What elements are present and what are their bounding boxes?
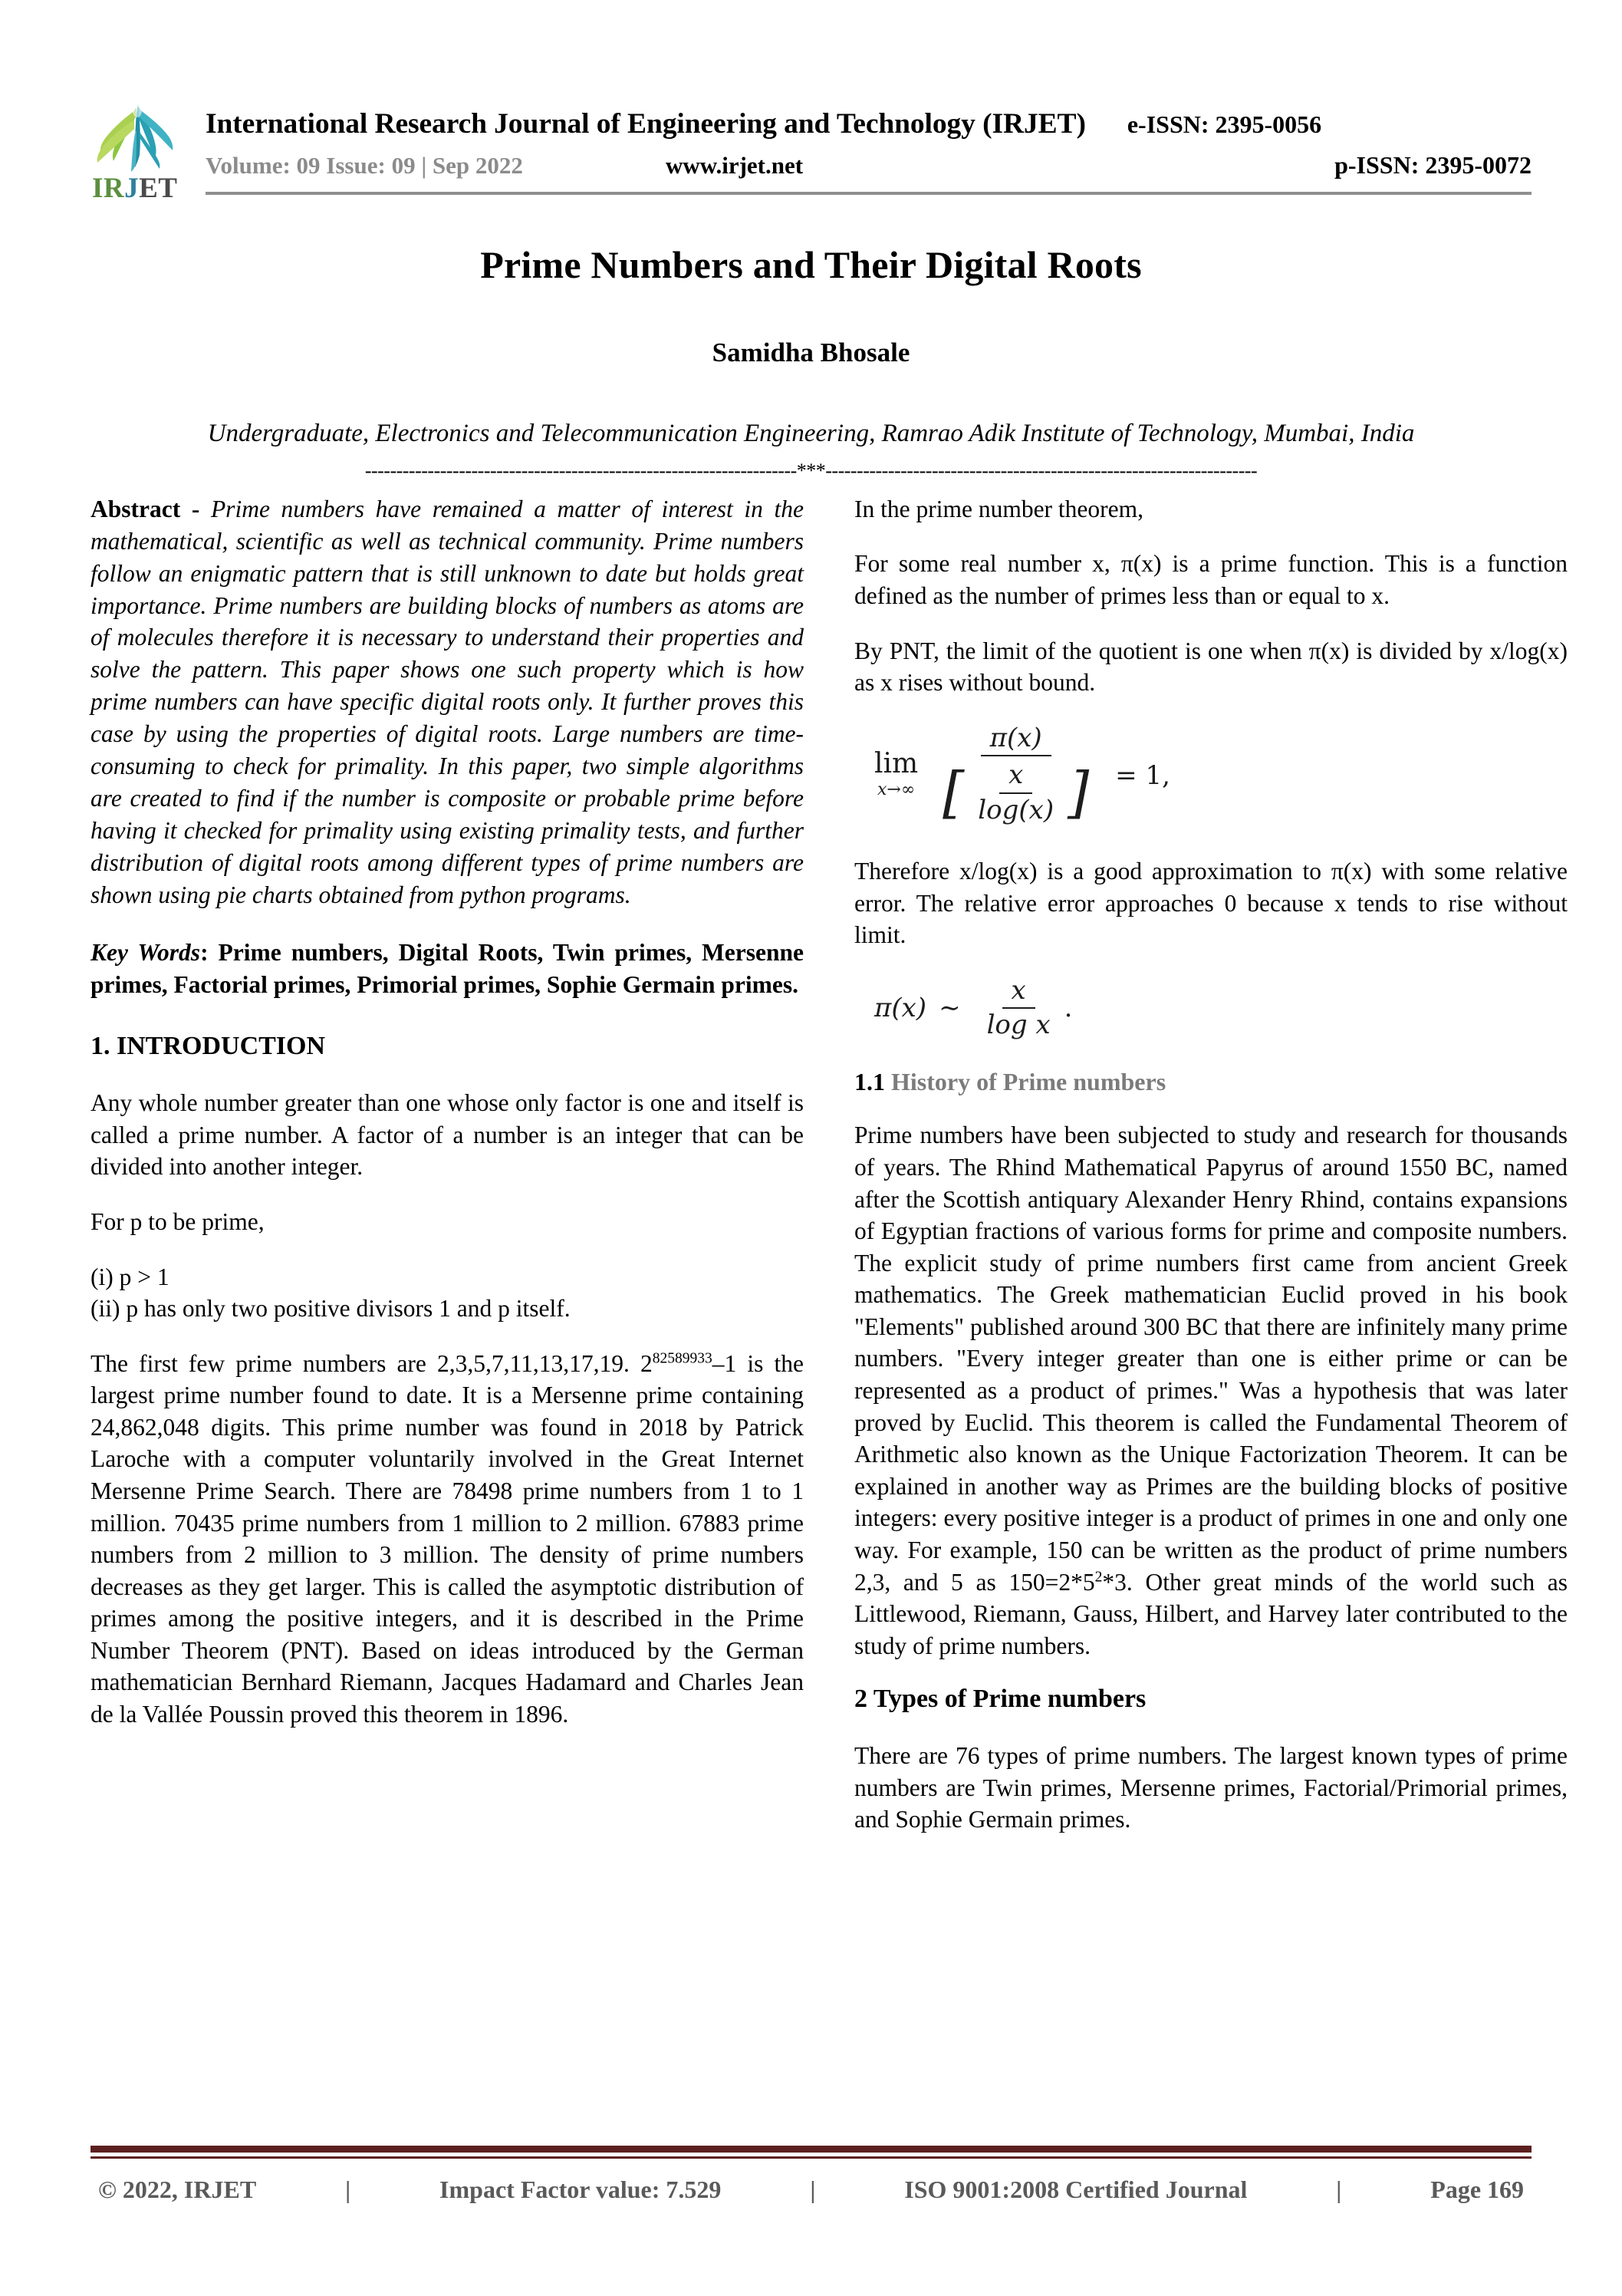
limit-subscript: x→∞	[877, 780, 916, 800]
asymptotic-expression	[874, 974, 1072, 1043]
asymptotic-relation-symbol: ∼	[939, 993, 961, 1024]
abstract-paragraph	[90, 493, 804, 911]
footer-divider-thick	[90, 2146, 1532, 2153]
limit-lim-text: lim	[874, 748, 919, 780]
separator-left-dashes: ---------------------------------------------------------------------	[364, 460, 797, 482]
paragraph-therefore-approximation: Therefore x/log(x) is a good approximation to π(x) with some relative error. The relative error approaches 0 because x tends to rise without limit.	[854, 857, 1568, 949]
paragraph-by-pnt: By PNT, the limit of the quotient is one when π(x) is divided by x/log(x) as x rises without bound.	[854, 637, 1568, 697]
abstract-label: Abstract -	[90, 495, 211, 522]
keywords-label: Key Words	[90, 939, 201, 967]
limit-operator	[874, 750, 918, 801]
inner-denominator: log(x)	[978, 794, 1054, 825]
outer-denominator	[933, 756, 1098, 829]
page-footer	[90, 2146, 1532, 2204]
section-heading-types-of-primes: 2 Types of Prime numbers	[854, 1685, 1147, 1714]
footer-copyright: © 2022, IRJET	[98, 2176, 257, 2203]
footer-impact-factor: Impact Factor value: 7.529	[439, 2176, 722, 2203]
outer-numerator: π(x)	[981, 722, 1051, 756]
footer-content-row	[90, 2176, 1532, 2204]
volume-issue-date: Volume: 09 Issue: 09 | Sep 2022	[206, 152, 523, 179]
page-header	[90, 0, 1532, 203]
paragraph-prime-definition: Any whole number greater than one whose only factor is one and itself is called a prime number. A factor of a number is an integer that can be divided into another integer.	[90, 1089, 804, 1181]
condition-ii: (ii) p has only two positive divisors 1 and p itself.	[90, 1295, 571, 1323]
abstract-text: Prime numbers have remained a matter of interest in the mathematical, scientific as well as technical community. Prime numbers follow an enigmatic pattern that is still unknown to date but holds great importance. Prime numbers are building blocks of numbers as atoms are of molecules therefore it is necessary to understand their properties and solve the pattern. This paper shows one such property which is how prime numbers can have specific digital roots only. It further proves this case by using the properties of digital roots. Large numbers are time-consuming to check for primality. In this paper, two simple algorithms are created to find if the number is composite or probable prime before having it checked for primality using existing primality tests, and further distribution of digital roots among different types of prime numbers are shown using pie charts obtained from python programs.	[90, 495, 804, 908]
journal-website: www.irjet.net	[666, 152, 804, 179]
article-columns	[90, 493, 1568, 1859]
irjet-leaf-logo-icon	[90, 103, 186, 173]
asymptotic-trailing-period: .	[1064, 993, 1073, 1024]
footer-page-number: Page 169	[1430, 2176, 1525, 2203]
subsection-title: History of Prime numbers	[885, 1068, 1166, 1096]
masthead-row-issue	[206, 151, 1532, 180]
footer-separator-2: |	[810, 2176, 816, 2203]
journal-logo	[90, 101, 192, 203]
inner-fraction	[969, 759, 1063, 827]
inner-numerator: x	[999, 759, 1032, 793]
outer-fraction	[933, 722, 1098, 829]
history-text-a: Prime numbers have been subjected to study and research for thousands of years. The Rhind Mathematical Papyrus of around 1550 BC, named after the Scottish antiquary Alexander Henry Rhind, contains expansions of Egyptian fractions of various forms for prime and composite numbers. The explicit study of prime numbers first came from ancient Greek mathematics. The Greek mathematician Euclid proved in his book "Elements" published around 300 BC that there are infinitely many prime numbers. "Every integer greater than one is either prime or can be represented as a product of primes." Was a hypothesis that was later proved by Euclid. This theorem is called the Fundamental Theorem of Arithmetic also known as the Unique Factorization Theorem. It can be explained in another way as Primes are the building blocks of positive integers: every positive integer is a product of primes in one and only one way. For example, 150 can be written as the product of prime numbers 2,3, and 5 as 150=2*5	[854, 1122, 1568, 1596]
separator-asterisks: ***	[796, 460, 826, 482]
footer-certification: ISO 9001:2008 Certified Journal	[904, 2176, 1248, 2203]
section-heading-introduction: 1. INTRODUCTION	[90, 1032, 326, 1061]
formula-asymptotic	[854, 974, 1568, 1043]
subsection-heading-history	[854, 1068, 1568, 1096]
paragraph-types-of-primes: There are 76 types of prime numbers. The largest known types of prime numbers are Twin primes, Mersenne primes, Factorial/Primorial primes, and Sophie Germain primes.	[854, 1742, 1568, 1833]
page-title: Prime Numbers and Their Digital Roots	[480, 243, 1142, 286]
masthead-text-block	[192, 101, 1532, 201]
right-column	[854, 493, 1568, 1859]
paragraph-first-few-primes	[90, 1348, 804, 1731]
logo-ir-text: IR	[92, 173, 125, 204]
mersenne-exponent: 82589933	[652, 1350, 712, 1367]
e-issn: e-ISSN: 2395-0056	[1127, 110, 1322, 138]
footer-divider-thin	[90, 2156, 1532, 2159]
limit-equals-value: = 1,	[1115, 759, 1170, 791]
separator-right-dashes: ---------------------------------------------------------------------	[825, 460, 1258, 482]
paragraph-in-pnt: In the prime number theorem,	[854, 495, 1144, 522]
limit-expression	[874, 722, 1170, 829]
bracketed-inner-fraction	[943, 759, 1089, 827]
subsection-number: 1.1	[854, 1068, 885, 1096]
keywords-paragraph	[90, 937, 804, 1001]
paragraph-history-of-primes	[854, 1119, 1568, 1662]
logo-j-text: J	[124, 173, 140, 204]
first-few-primes-text-b: –1 is the largest prime number found to date. It is a Mersenne prime containing 24,862,048 digits. This prime number was found in 2018 by Patrick Laroche with a computer voluntarily involved in the Great Internet Mersenne Prime Search. There are 78498 prime numbers from 1 to 1 million. 70435 prime numbers from 1 million to 2 million. 67883 prime numbers from 2 million to 3 million. The density of prime numbers decreases as they get larger. This is called the asymptotic distribution of primes among the positive integers, and it is described in the Prime Number Theorem (PNT). Based on ideas introduced by the German mathematician Bernhard Riemann, Jacques Hadamard and Charles Jean de la Vallée Poussin proved this theorem in 1896.	[90, 1349, 804, 1728]
right-bracket-icon: ]	[1068, 760, 1090, 825]
left-column	[90, 493, 804, 1859]
journal-title: International Research Journal of Engineering and Technology (IRJET)	[206, 108, 1086, 140]
keywords-text: : Prime numbers, Digital Roots, Twin primes, Mersenne primes, Factorial primes, Primorial primes, Sophie Germain primes.	[90, 939, 804, 999]
section-separator	[90, 461, 1532, 487]
asymptotic-denominator: log x	[986, 1010, 1051, 1041]
history-text-b: *3. Other great minds of the world such as Littlewood, Riemann, Gauss, Hilbert, and Harvey later contributed to the study of prime numbers.	[854, 1568, 1568, 1659]
p-issn: p-ISSN: 2395-0072	[1334, 151, 1532, 179]
asymptotic-fraction	[978, 974, 1060, 1043]
exponent-five-squared: 2	[1094, 1569, 1103, 1586]
paragraph-real-number-definition: For some real number x, π(x) is a prime function. This is a function defined as the number of primes less than or equal to x.	[854, 550, 1568, 610]
first-few-primes-text-a: The first few prime numbers are 2,3,5,7,11,13,17,19. 2	[90, 1349, 653, 1377]
author-name: Samidha Bhosale	[712, 338, 910, 367]
left-bracket-icon: [	[943, 760, 965, 825]
logo-et-text: ET	[139, 173, 178, 204]
author-affiliation: Undergraduate, Electronics and Telecommunication Engineering, Ramrao Adik Institute of Technology, Mumbai, India	[207, 420, 1415, 447]
asymptotic-numerator: x	[1002, 974, 1035, 1009]
paragraph-for-p-to-be-prime: For p to be prime,	[90, 1207, 265, 1235]
footer-separator-1: |	[345, 2176, 351, 2203]
header-divider	[206, 192, 1532, 195]
footer-separator-3: |	[1336, 2176, 1342, 2203]
masthead-row-title	[206, 107, 1532, 140]
asymptotic-left-term: π(x)	[874, 993, 927, 1024]
formula-limit-quotient	[854, 722, 1568, 829]
irjet-wordmark	[92, 174, 192, 203]
condition-i: (i) p > 1	[90, 1263, 169, 1290]
